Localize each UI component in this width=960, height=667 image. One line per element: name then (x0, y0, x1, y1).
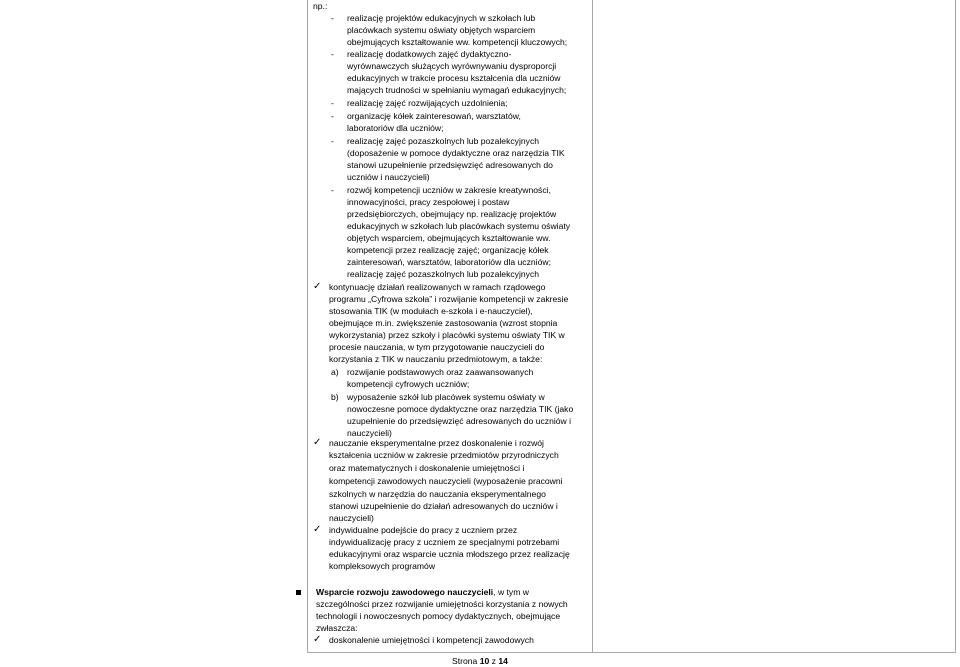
support-heading (316, 586, 529, 598)
list-item-line: wyposażenie szkół lub placówek systemu oświaty w (347, 392, 545, 402)
list-item-line: nauczycieli) (329, 513, 374, 523)
list-item-line: szkolnych w narzędzia do nauczania eksperymentalnego (329, 489, 546, 499)
list-item-line: kształcenia uczniów w zakresie przedmiotów przyrodniczych (329, 450, 559, 460)
list-item-line: stosowania TIK (w modułach e-szkoła i e-nauczyciel), (329, 306, 533, 316)
support-heading-bold: Wsparcie rozwoju zawodowego nauczycieli (316, 587, 494, 597)
list-item-line: realizację zajęć pozaszkolnych lub pozalekcyjnych (347, 136, 540, 146)
list-item-line: korzystania z TIK w nauczaniu przedmiotowym, a także: (329, 354, 543, 364)
footer-separator: z (489, 656, 499, 666)
list-item-line: kompleksowych programów (329, 561, 436, 571)
page-footer (452, 655, 508, 667)
table-border-middle (592, 0, 593, 652)
list-item-line: laboratoriów dla uczniów; (347, 123, 444, 133)
list-item-line: wykorzystania) przez szkoły i placówki systemu oświaty TIK w (329, 330, 565, 340)
list-item-line: nauczycieli) (347, 428, 392, 438)
support-heading-rest: , w tym w (493, 587, 529, 597)
square-bullet-icon (296, 590, 301, 595)
dash-bullet: - (331, 49, 334, 59)
checkmark-icon: ✓ (313, 634, 322, 645)
list-item-line: indywidualizację pracy z uczniem ze specjalnymi potrzebami (329, 537, 560, 547)
list-item-line: nauczanie eksperymentalne przez doskonalenie i rozwój (329, 438, 544, 448)
list-item-line: mających trudności w spełnianiu wymagań edukacyjnych; (347, 85, 567, 95)
list-item-line: rozwijanie podstawowych oraz zaawansowanych (347, 367, 534, 377)
list-item-line: realizację dodatkowych zajęć dydaktyczno- (347, 49, 512, 59)
list-item-line: realizację zajęć pozaszkolnych lub pozalekcyjnych (347, 269, 540, 279)
list-item-line: nowoczesne pomoce dydaktyczne oraz narzędzia TIK (jako (347, 404, 574, 414)
letter-label: b) (331, 392, 339, 402)
intro-text: np.: (313, 1, 328, 11)
list-item-line: procesie nauczania, w tym przygotowanie nauczycieli do (329, 342, 545, 352)
list-item-line: kompetencji zawodowych nauczycieli (wyposażenie pracowni (329, 476, 563, 486)
support-check-item: doskonalenie umiejętności i kompetencji zawodowych (329, 635, 534, 645)
list-item-line: edukacyjnych w szkołach lub placówkach systemu oświaty (347, 221, 571, 231)
list-item-line: edukacyjnymi oraz wsparcie ucznia młodszego przez realizację (329, 549, 570, 559)
support-line: zwłaszcza: (316, 623, 358, 633)
dash-bullet: - (331, 98, 334, 108)
dash-bullet: - (331, 185, 334, 195)
checkmark-icon: ✓ (313, 281, 322, 292)
list-item-line: placówkach systemu oświaty objętych wsparciem (347, 25, 536, 35)
footer-prefix: Strona (452, 656, 480, 666)
footer-page-number: 10 (479, 656, 490, 666)
list-item-line: wyrównawczych służących wyrównywaniu dysproporcji (347, 61, 557, 71)
table-border-right (955, 0, 956, 652)
checkmark-icon: ✓ (313, 437, 322, 448)
list-item-line: oraz matematycznych i doskonalenie umiejętności i (329, 463, 525, 473)
list-item-line: edukacyjnych w trakcie procesu kształcenia dla uczniów (347, 73, 561, 83)
list-item-line: kompetencji przez realizację zajęć; organizację kółek (347, 245, 549, 255)
support-line: technologii i nowoczesnych pomocy dydaktycznych, obejmujące (316, 611, 561, 621)
list-item-line: obejmujące m.in. zwiększenie zastosowania (wzrost stopnia (329, 318, 558, 328)
list-item-line: rozwój kompetencji uczniów w zakresie kreatywności, (347, 185, 551, 195)
checkmark-icon: ✓ (313, 524, 322, 535)
list-item-line: kontynuację działań realizowanych w ramach rządowego (329, 282, 546, 292)
list-item-line: realizację projektów edukacyjnych w szkołach lub (347, 13, 536, 23)
table-border-left (307, 0, 308, 652)
list-item-line: stanowi uzupełnienie do działań adresowanych do uczniów i (329, 501, 558, 511)
list-item-line: kompetencji cyfrowych uczniów; (347, 379, 470, 389)
list-item-line: uzupełnienie do przedsięwzięć adresowanych do uczniów i (347, 416, 572, 426)
list-item-line: (doposażenie w pomoce dydaktyczne oraz narzędzia TIK (347, 148, 565, 158)
list-item-line: innowacyjności, pracy zespołowej i postaw (347, 197, 510, 207)
table-border-bottom (307, 652, 956, 653)
dash-bullet: - (331, 111, 334, 121)
dash-bullet: - (331, 136, 334, 146)
list-item-line: realizację zajęć rozwijających uzdolnienia; (347, 98, 508, 108)
list-item-line: organizację kółek zainteresowań, warsztatów, (347, 111, 521, 121)
list-item-line: zainteresowań, warsztatów, laboratoriów dla uczniów; (347, 257, 551, 267)
list-item-line: stanowi uzupełnienie przedsięwzięć adresowanych do (347, 160, 553, 170)
footer-page-total: 14 (498, 656, 508, 666)
list-item-line: obejmujących kształtowanie ww. kompetencji kluczowych; (347, 37, 568, 47)
letter-label: a) (331, 367, 339, 377)
list-item-line: indywidualne podejście do pracy z uczniem przez (329, 525, 518, 535)
list-item-line: objętych wsparciem, obejmujących kształtowanie ww. (347, 233, 551, 243)
list-item-line: przedsiębiorczych, obejmujący np. realizację projektów (347, 209, 557, 219)
list-item-line: programu „Cyfrowa szkoła” i rozwijanie kompetencji w zakresie (329, 294, 569, 304)
list-item-line: uczniów i nauczycieli) (347, 172, 430, 182)
dash-bullet: - (331, 13, 334, 23)
support-line: szczególności przez rozwijanie umiejętności korzystania z nowych (316, 599, 568, 609)
